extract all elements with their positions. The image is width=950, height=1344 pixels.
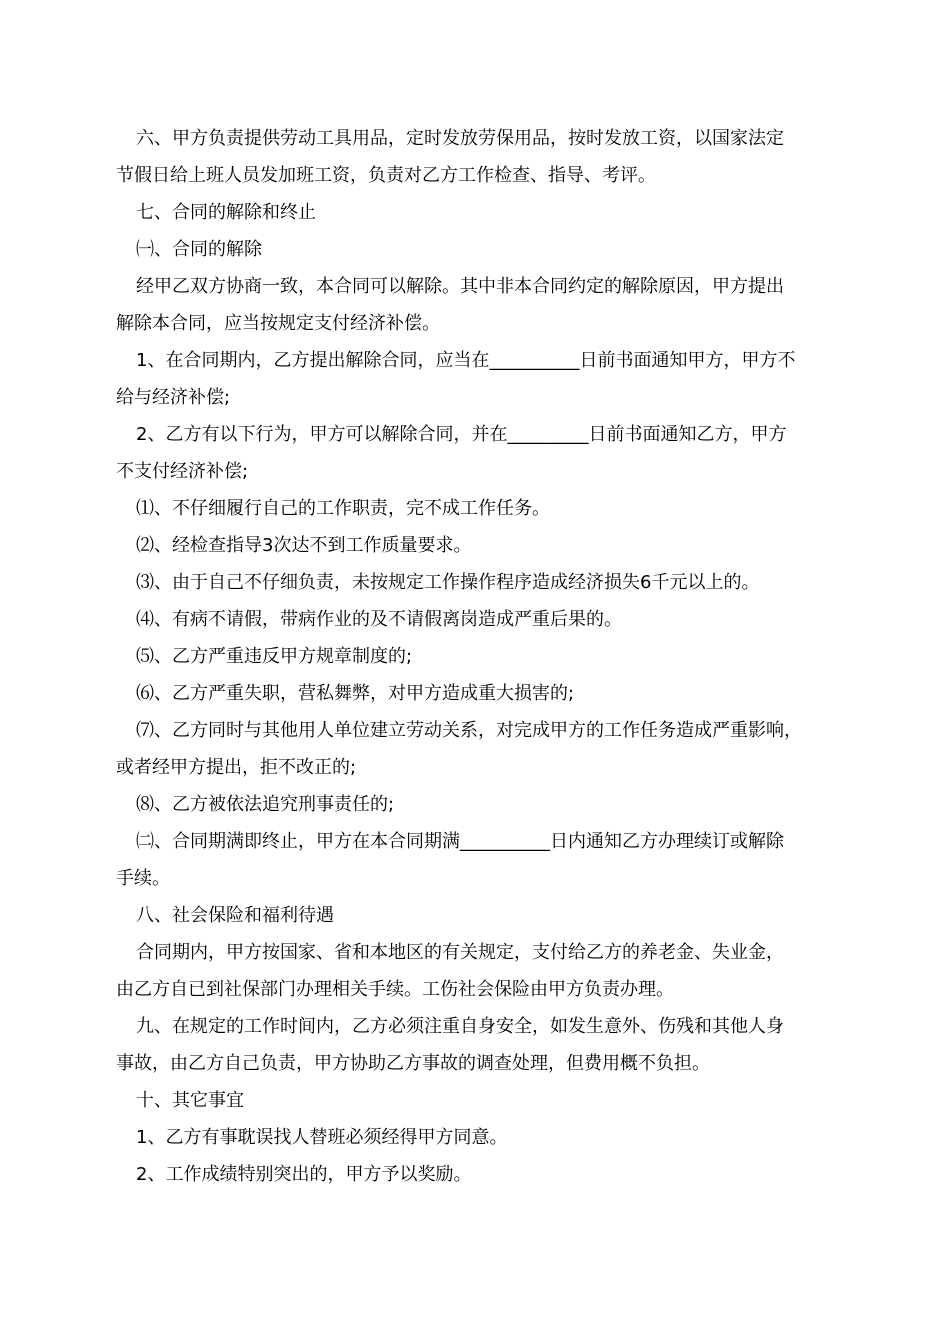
list-item: ⑻、乙方被依法追究刑事责任的;: [136, 794, 395, 815]
paragraph-line: 2、乙方有以下行为，甲方可以解除合同，并在_________日前书面通知乙方，甲方: [136, 424, 787, 445]
paragraph-line: 解除本合同，应当按规定支付经济补偿。: [116, 313, 440, 334]
section-heading: 七、合同的解除和终止: [136, 202, 316, 223]
list-item: ⑶、由于自己不仔细负责，未按规定工作操作程序造成经济损失6千元以上的。: [136, 572, 760, 593]
list-item: ⑹、乙方严重失职，营私舞弊，对甲方造成重大损害的;: [136, 683, 575, 704]
paragraph-line: 合同期内，甲方按国家、省和本地区的有关规定，支付给乙方的养老金、失业金，: [136, 942, 784, 963]
subsection-heading: ㈡、合同期满即终止，甲方在本合同期满__________日内通知乙方办理续订或解除: [136, 831, 784, 852]
list-item: ⑵、经检查指导3次达不到工作质量要求。: [136, 535, 472, 556]
list-item: ⑴、不仔细履行自己的工作职责，完不成工作任务。: [136, 498, 550, 519]
paragraph-line: 手续。: [116, 868, 170, 889]
document-body: [116, 120, 836, 1193]
paragraph-line: 由乙方自已到社保部门办理相关手续。工伤社会保险由甲方负责办理。: [116, 979, 674, 1000]
list-item: ⑺、乙方同时与其他用人单位建立劳动关系，对完成甲方的工作任务造成严重影响，: [136, 720, 802, 741]
paragraph-line: 经甲乙双方协商一致，本合同可以解除。其中非本合同约定的解除原因，甲方提出: [136, 276, 784, 297]
list-item: 2、工作成绩特别突出的，甲方予以奖励。: [136, 1164, 472, 1185]
section-heading: 九、在规定的工作时间内，乙方必须注重自身安全，如发生意外、伤残和其他人身: [136, 1016, 784, 1037]
paragraph-line: 不支付经济补偿;: [116, 461, 249, 482]
paragraph-line: 节假日给上班人员发加班工资，负责对乙方工作检查、指导、考评。: [116, 165, 656, 186]
section-heading: 十、其它事宜: [136, 1090, 244, 1111]
section-heading: 八、社会保险和福利待遇: [136, 905, 334, 926]
list-item: 1、乙方有事耽误找人替班必须经得甲方同意。: [136, 1127, 508, 1148]
paragraph-line: 六、甲方负责提供劳动工具用品，定时发放劳保用品，按时发放工资，以国家法定: [136, 128, 784, 149]
list-item: ⑸、乙方严重违反甲方规章制度的;: [136, 646, 413, 667]
list-item: ⑷、有病不请假，带病作业的及不请假离岗造成严重后果的。: [136, 609, 622, 630]
paragraph-line: 或者经甲方提出，拒不改正的;: [116, 757, 357, 778]
paragraph-line: 1、在合同期内，乙方提出解除合同，应当在__________日前书面通知甲方，甲方不: [136, 350, 796, 371]
paragraph-line: 事故，由乙方自己负责，甲方协助乙方事故的调查处理，但费用概不负担。: [116, 1053, 710, 1074]
paragraph-line: 给与经济补偿;: [116, 387, 231, 408]
subsection-heading: ㈠、合同的解除: [136, 239, 262, 260]
